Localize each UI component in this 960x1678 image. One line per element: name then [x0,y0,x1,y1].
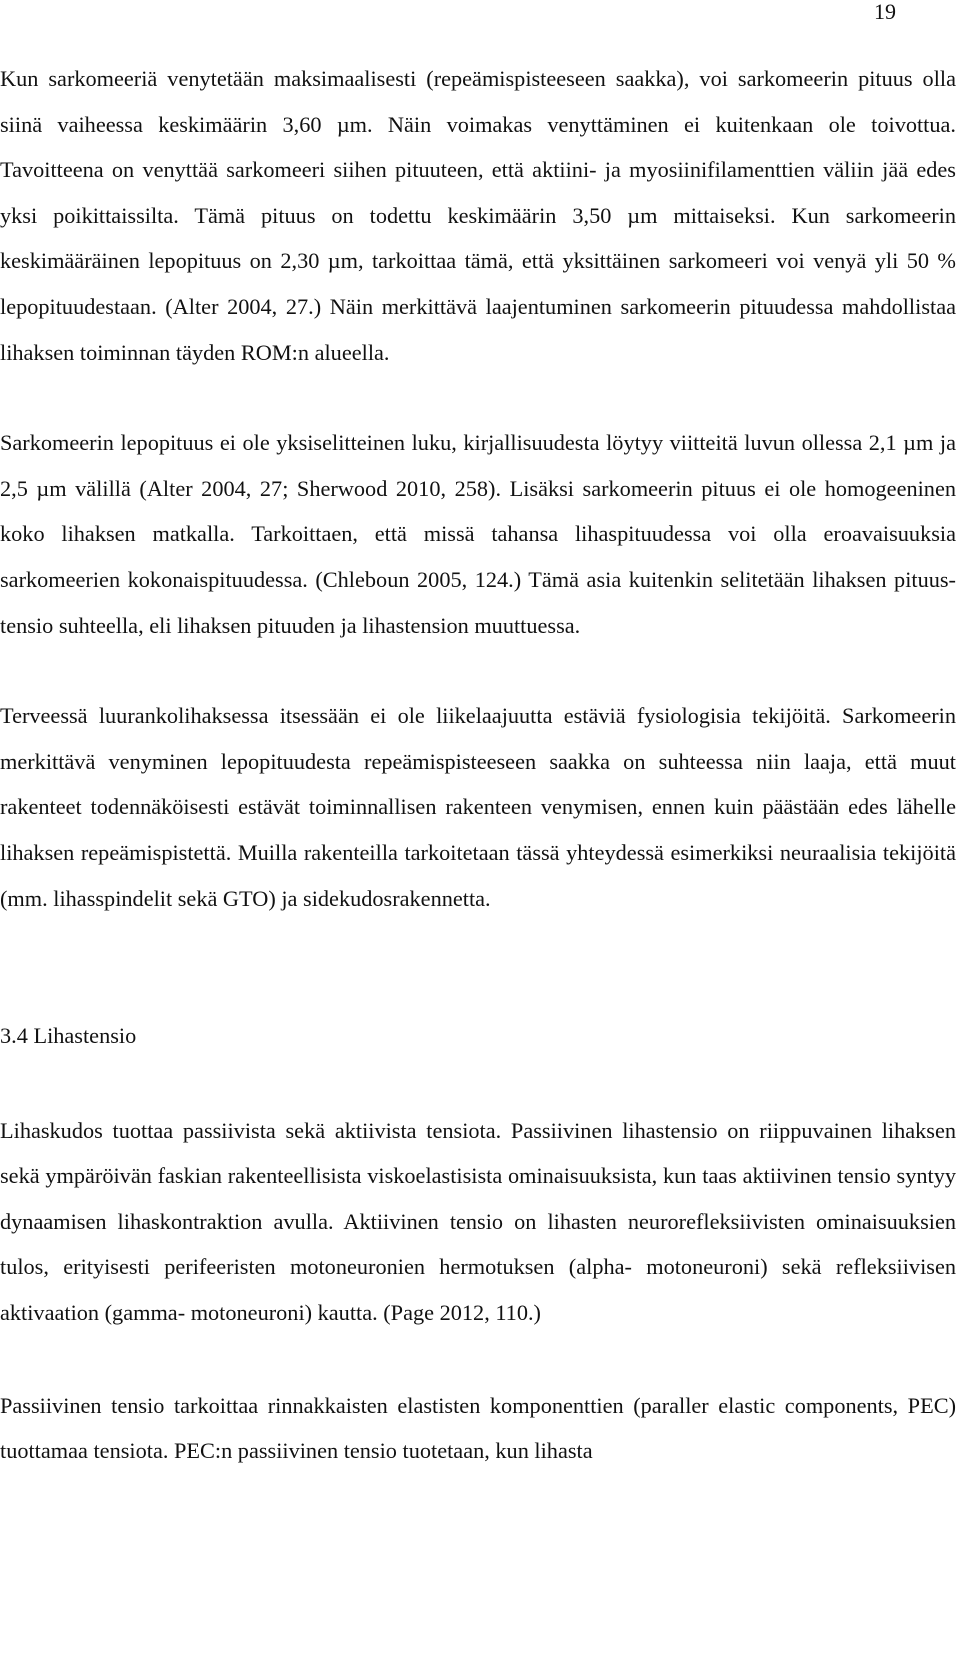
section-heading: 3.4 Lihastensio [0,1023,137,1049]
paragraph-muscle-tension: Lihaskudos tuottaa passiivista sekä aktiivista tensiota. Passiivinen lihastensio on riippuvainen lihaksen sekä ympäröivän faskian rakenteellisista viskoelastisista ominaisuuksista, kun taas aktiivinen tensio syntyy dynaamisen lihaskontraktion avulla. Aktiivinen tensio on lihasten neurorefleksiivisten ominaisuuksien tulos, erityisesti perifeeristen motoneuronien hermotuksen (alpha- motoneuroni) sekä refleksiivisen aktivaation (gamma- motoneuroni) kautta. (Page 2012, 110.) [0,1117,956,1326]
paragraph-healthy-muscle: Terveessä luurankolihaksessa itsessään ei ole liikelaajuutta estäviä fysiologisia tekijöitä. Sarkomeerin merkittävä venyminen lepopituudesta repeämispisteeseen saakka on suhteessa niin laaja, että muut rakenteet todennäköisesti estävät toiminnallisen rakenteen venymisen, ennen kuin päästään edes lähelle lihaksen repeämispistettä. Muilla rakenteilla tarkoitetaan tässä yhteydessä esimerkiksi neuraalisia tekijöitä (mm. lihasspindelit sekä GTO) ja sidekudosrakennetta. [0,703,956,911]
page-number: 19 [874,0,896,24]
paragraph-spacer [0,648,956,693]
heading-spacer [0,1059,956,1108]
paragraph-resting-length: Sarkomeerin lepopituus ei ole yksiselitteinen luku, kirjallisuudesta löytyy viitteitä luvun ollessa 2,1 µm ja 2,5 µm välillä (Alter 2004, 27; Sherwood 2010, 258). Lisäksi sarkomeerin pituus ei ole homogeeninen koko lihaksen matkalla. Tarkoittaen, että missä tahansa lihaspituudessa voi olla eroavaisuuksia sarkomeerien kokonaispituudessa. (Chleboun 2005, 124.) Tämä asia kuitenkin selitetään lihaksen pituus-tensio suhteella, eli lihaksen pituuden ja lihastension muuttuessa. [0,430,956,638]
paragraph-sarcomere-stretch: Kun sarkomeeriä venytetään maksimaalisesti (repeämispisteeseen saakka), voi sarkomeerin pituus olla siinä vaiheessa keskimäärin 3,60 µm. Näin voimakas venyttäminen ei kuitenkaan ole toivottua. Tavoitteena on venyttää sarkomeeri siihen pituuteen, että aktiini- ja myosiinifilamenttien väliin jää edes yksi poikittaissilta. Tämä pituus on todettu keskimäärin 3,50 µm mittaiseksi. Kun sarkomeerin keskimääräinen lepopituus on 2,30 µm, tarkoittaa tämä, että yksittäinen sarkomeeri voi venyä yli 50 % lepopituudestaan. (Alter 2004, 27.) Näin merkittävä laajentuminen sarkomeerin pituudessa mahdollistaa lihaksen toiminnan täyden ROM:n alueella. [0,66,956,365]
paragraph-passive-tension: Passiivinen tensio tarkoittaa rinnakkaisten elastisten komponenttien (paraller elastic components, PEC) tuottamaa tensiota. PEC:n passiivinen tensio tuotetaan, kun lihasta [0,1392,956,1464]
paragraph-spacer [0,375,956,420]
section-spacer [0,921,956,1013]
document-body [0,56,956,1474]
paragraph-spacer [0,1336,956,1383]
